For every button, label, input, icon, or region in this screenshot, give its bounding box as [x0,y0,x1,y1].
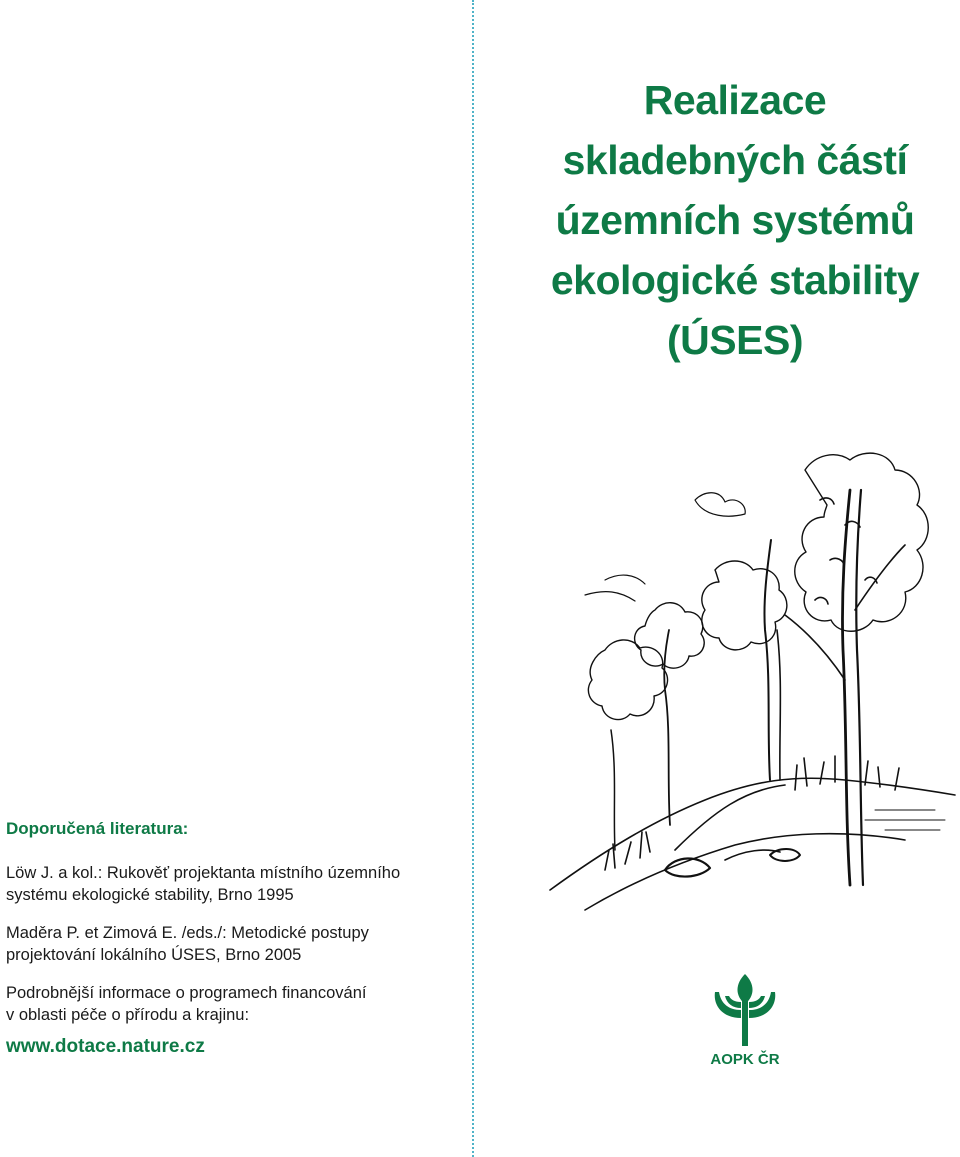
info-line: v oblasti péče o přírodu a krajinu: [6,1006,250,1024]
landscape-tree-illustration [545,430,960,930]
logo-label: AOPK ČR [710,1051,780,1068]
title-line-4: ekologické stability [550,257,920,303]
title-line-2: skladebných částí [562,137,908,183]
website-link[interactable]: www.dotace.nature.cz [6,1036,205,1057]
aopk-logo [690,970,800,1080]
title-line-3: územních systémů [555,197,915,243]
literature-entry [6,922,466,966]
plant-leaf-logo-icon [705,970,785,1050]
literature-entry-line: systému ekologické stability, Brno 1995 [6,886,294,904]
title-line-5: (ÚSES) [667,317,803,363]
page-title [500,70,960,370]
info-text [6,982,466,1058]
literature-entry-line: Maděra P. et Zimová E. /eds./: Metodické postupy [6,924,369,942]
fold-divider-line [472,0,474,1157]
literature-entry [6,862,466,906]
literature-entry-line: Löw J. a kol.: Rukověť projektanta místního územního [6,864,401,882]
literature-heading: Doporučená literatura: [6,819,189,838]
title-line-1: Realizace [643,77,827,123]
literature-entry-line: projektování lokálního ÚSES, Brno 2005 [6,946,302,964]
info-line: Podrobnější informace o programech financování [6,984,367,1002]
literature-section [6,818,466,1074]
